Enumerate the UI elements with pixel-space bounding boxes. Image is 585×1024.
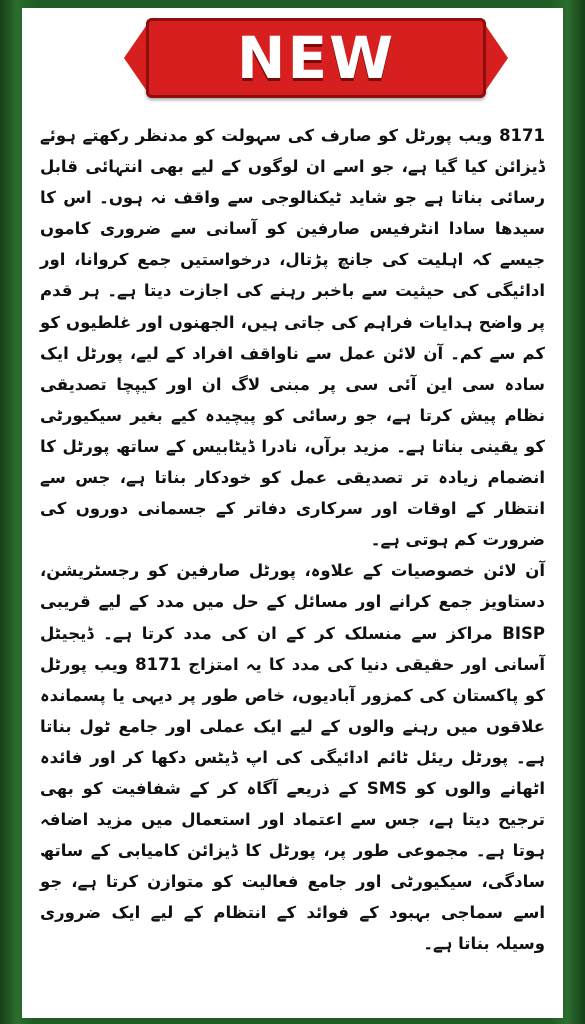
- article-paragraph-2: آن لائن خصوصیات کے علاوہ، پورٹل صارفین کو رجسٹریشن، دستاویز جمع کرانے اور مسائل کے حل میں مدد کے لیے قریبی BISP مراکز سے منسلک کر کے ان کی مدد کرتا ہے۔ ڈیجیٹل آسانی اور حقیقی دنیا کی مدد کا یہ امتزاج 8171 ویب پورٹل کو پاکستان کی کمزور آبادیوں، خاص طور پر دیہی یا پسماندہ علاقوں میں رہنے والوں کے لیے ایک عملی اور جامع ٹول بناتا ہے۔ پورٹل ریئل ٹائم ادائیگی کی اپ ڈیٹس دکھا کر اور فائدہ اٹھانے والوں کو SMS کے ذریعے آگاہ کر کے شفافیت کو بھی ترجیح دیتا ہے، جس سے اعتماد اور استعمال میں مزید اضافہ ہوتا ہے۔ مجموعی طور پر، پورٹل کا ڈیزائن کامیابی کے ساتھ سادگی، سیکیورٹی اور جامع فعالیت کو متوازن کرتا ہے، جو اسے سماجی بہبود کے فوائد کے انتظام کے لیے ایک ضروری وسیلہ بناتا ہے۔: [40, 561, 545, 954]
- new-badge: [146, 18, 486, 98]
- article-paragraph-1: 8171 ویب پورٹل کو صارف کی سہولت کو مدنظر رکھتے ہوئے ڈیزائن کیا گیا ہے، جو اسے ان لوگوں کے لیے بھی انتہائی قابل رسائی بناتا ہے جو شاید ٹیکنالوجی سے واقف نہ ہوں۔ اس کا سیدھا سادا انٹرفیس صارفین کو آسانی سے ضروری کاموں جیسے کہ اہلیت کی جانچ پڑتال، درخواستیں جمع کروانا، اور ادائیگی کی حیثیت سے باخبر رہنے کی اجازت دیتا ہے۔ ہر قدم پر واضح ہدایات فراہم کی جاتی ہیں، الجھنوں اور غلطیوں کو کم سے کم۔ آن لائن عمل سے ناواقف افراد کے لیے، پورٹل ایک سادہ سی این آئی سی پر مبنی لاگ ان اور کیپچا تصدیقی نظام پیش کرتا ہے، جو رسائی کو پیچیدہ کیے بغیر سیکیورٹی کو یقینی بناتا ہے۔ مزید برآں، نادرا ڈیٹابیس کے ساتھ پورٹل کا انضمام زیادہ تر تصدیقی عمل کو خودکار بناتا ہے، جس سے انتظار کے اوقات اور سرکاری دفاتر کے جسمانی دوروں کی ضرورت کم ہوتی ہے۔: [40, 126, 545, 550]
- article-body: [40, 120, 545, 960]
- new-badge-label: NEW: [236, 24, 396, 92]
